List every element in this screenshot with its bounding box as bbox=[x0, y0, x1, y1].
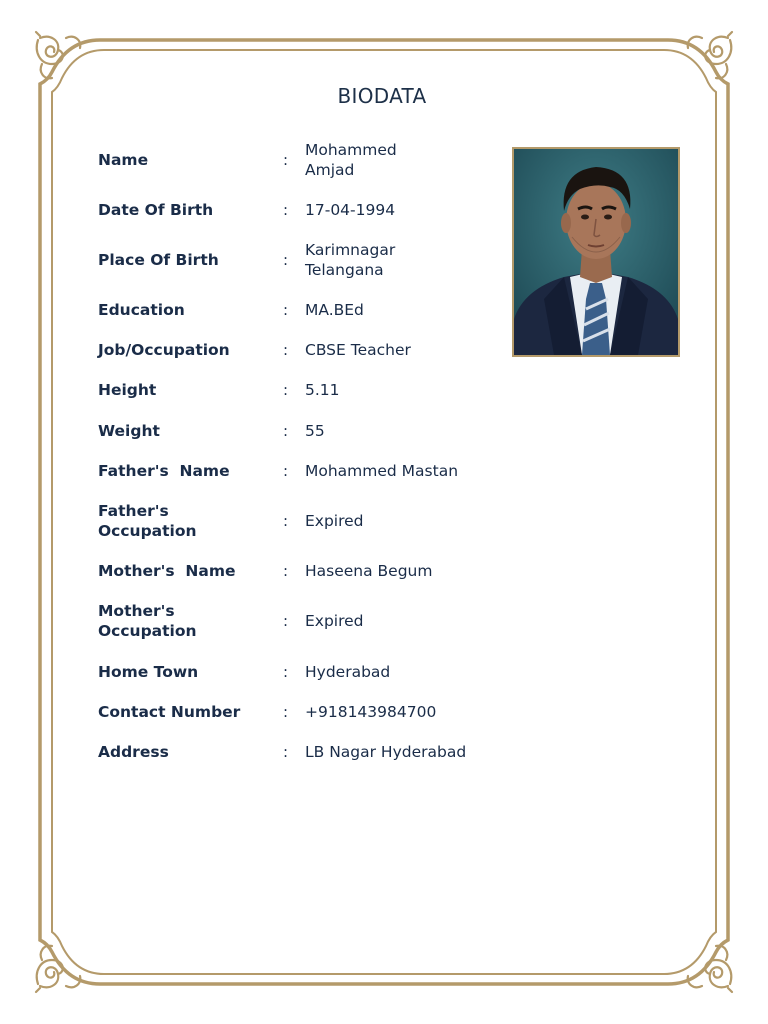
field-row-home-town bbox=[98, 652, 518, 692]
field-label: Home Town bbox=[98, 663, 199, 681]
corner-ornament-top-left bbox=[36, 32, 80, 78]
field-separator: : bbox=[283, 201, 289, 219]
field-row-name bbox=[98, 140, 518, 180]
field-label: Father's Name bbox=[98, 462, 230, 480]
field-row-fathers-occupation bbox=[98, 501, 518, 541]
field-value: Mohammed Amjad bbox=[305, 141, 397, 179]
field-row-fathers-name bbox=[98, 451, 518, 491]
field-separator: : bbox=[283, 381, 289, 399]
field-value: Hyderabad bbox=[305, 663, 391, 681]
field-value: MA.BEd bbox=[305, 301, 364, 319]
field-value: CBSE Teacher bbox=[305, 341, 411, 359]
field-label: Education bbox=[98, 301, 185, 319]
field-separator: : bbox=[283, 743, 289, 761]
field-row-address bbox=[98, 732, 518, 772]
field-label: Father's Occupation bbox=[98, 502, 197, 540]
corner-ornament-bottom-left bbox=[36, 946, 80, 992]
field-separator: : bbox=[283, 663, 289, 681]
field-label: Contact Number bbox=[98, 703, 241, 721]
field-value: +918143984700 bbox=[305, 703, 437, 721]
field-separator: : bbox=[283, 612, 289, 630]
field-separator: : bbox=[283, 462, 289, 480]
field-separator: : bbox=[283, 341, 289, 359]
field-separator: : bbox=[283, 422, 289, 440]
field-row-weight bbox=[98, 411, 518, 451]
field-value: Expired bbox=[305, 612, 364, 630]
field-label: Weight bbox=[98, 422, 160, 440]
field-row-mothers-name bbox=[98, 551, 518, 591]
field-label: Height bbox=[98, 381, 157, 399]
field-label: Mother's Name bbox=[98, 562, 236, 580]
field-separator: : bbox=[283, 703, 289, 721]
portrait-illustration bbox=[514, 149, 678, 355]
corner-ornament-bottom-right bbox=[688, 946, 732, 992]
field-value: Expired bbox=[305, 512, 364, 530]
field-label: Place Of Birth bbox=[98, 251, 219, 269]
field-label: Date Of Birth bbox=[98, 201, 214, 219]
field-label: Address bbox=[98, 743, 169, 761]
field-row-date-of-birth bbox=[98, 190, 518, 230]
field-separator: : bbox=[283, 562, 289, 580]
field-row-mothers-occupation bbox=[98, 601, 518, 641]
field-row-height bbox=[98, 370, 518, 410]
corner-ornament-top-right bbox=[688, 32, 732, 78]
field-separator: : bbox=[283, 151, 289, 169]
field-row-place-of-birth bbox=[98, 240, 518, 280]
field-value: 55 bbox=[305, 422, 325, 440]
page-title: BIODATA bbox=[337, 84, 427, 108]
field-row-education bbox=[98, 290, 518, 330]
field-separator: : bbox=[283, 512, 289, 530]
field-row-job-occupation bbox=[98, 330, 518, 370]
field-label: Mother's Occupation bbox=[98, 602, 197, 640]
field-separator: : bbox=[283, 301, 289, 319]
field-label: Name bbox=[98, 151, 149, 169]
field-value: Haseena Begum bbox=[305, 562, 433, 580]
field-value: 5.11 bbox=[305, 381, 340, 399]
field-row-contact-number bbox=[98, 692, 518, 732]
field-value: Karimnagar Telangana bbox=[305, 241, 396, 279]
field-separator: : bbox=[283, 251, 289, 269]
profile-photo bbox=[512, 147, 680, 357]
field-value: LB Nagar Hyderabad bbox=[305, 743, 467, 761]
field-label: Job/Occupation bbox=[98, 341, 230, 359]
field-value: 17-04-1994 bbox=[305, 201, 396, 219]
field-value: Mohammed Mastan bbox=[305, 462, 459, 480]
